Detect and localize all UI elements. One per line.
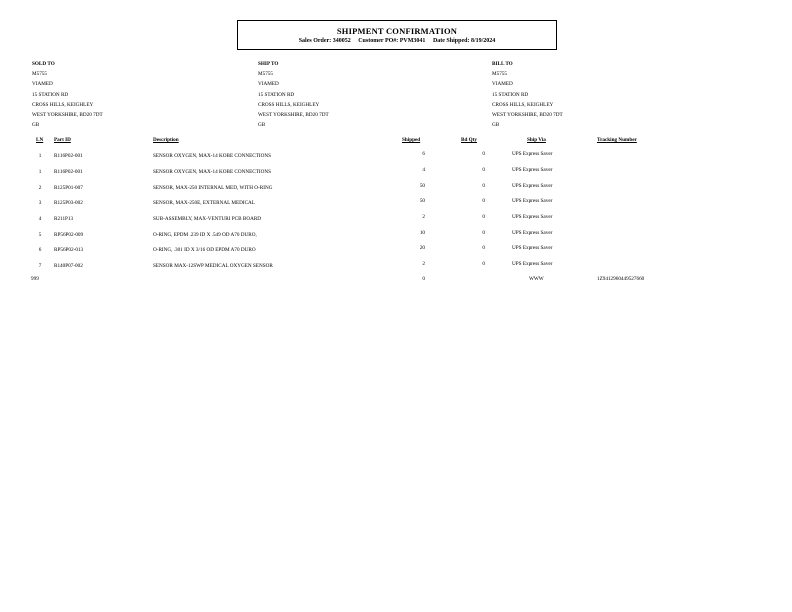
column-header-bo-qty: Bd Qty (461, 137, 477, 143)
column-header-tracking: Tracking Number (597, 137, 637, 143)
bill-to-line: M5755 (492, 71, 507, 78)
row-ship-via: UPS Express Saver (512, 230, 553, 236)
row-description: SENSOR OXYGEN, MAX-14 KOBE CONNECTIONS (153, 169, 272, 175)
row-description: O-RING, .301 ID X 3/16 OD EPDM A70 DURO (153, 247, 256, 253)
table-row (0, 262, 792, 276)
row-shipped: 6 (422, 151, 425, 157)
sold-to-line: CROSS HILLS, KEIGHLEY (32, 101, 94, 108)
document-title: SHIPMENT CONFIRMATION (336, 26, 458, 36)
footer-shipped: 0 (422, 276, 425, 282)
column-header-ln: LN (36, 137, 44, 143)
ship-to-block (258, 59, 329, 130)
sold-to-heading: SOLD TO (32, 61, 55, 67)
sold-to-block (32, 59, 103, 130)
table-row (0, 168, 792, 182)
bill-to-line: CROSS HILLS, KEIGHLEY (492, 101, 554, 108)
row-shipped: 50 (419, 198, 425, 204)
row-shipped: 2 (422, 261, 425, 267)
column-header-ship-via: Ship Via (527, 137, 546, 143)
ship-to-line: WEST YORKSHIRE, BD20 7DT (258, 111, 329, 118)
footer-code: 999 (31, 276, 39, 282)
date-shipped: Date Shipped: 8/19/2024 (432, 38, 496, 44)
bill-to-heading: BILL TO (492, 61, 513, 67)
row-shipped: 2 (422, 214, 425, 220)
column-header-part-id: Part ID (54, 137, 71, 143)
ship-to-line: 15 STATION RD (258, 91, 295, 98)
bill-to-line: VIAMED (492, 81, 513, 88)
bill-to-block (492, 59, 563, 130)
row-description: SENSOR MAX-12SWP MEDICAL OXYGEN SENSOR (153, 263, 273, 269)
row-bo-qty: 0 (482, 214, 485, 220)
row-part-id: R140P07-002 (54, 263, 83, 269)
row-ship-via: UPS Express Saver (512, 245, 553, 251)
table-row (0, 215, 792, 229)
row-part-id: R125P01-007 (54, 185, 83, 191)
bill-to-line: GB (492, 122, 500, 129)
row-ship-via: UPS Express Saver (512, 261, 553, 267)
row-ln: 4 (38, 216, 42, 222)
footer-ship-via: WWW (529, 276, 544, 282)
column-header-shipped: Shipped (402, 137, 421, 143)
row-description: SENSOR OXYGEN, MAX-14 KOBE CONNECTIONS (153, 153, 272, 159)
ship-to-line: CROSS HILLS, KEIGHLEY (258, 101, 320, 108)
row-bo-qty: 0 (482, 167, 485, 173)
row-ship-via: UPS Express Saver (512, 198, 553, 204)
row-part-id: R116P02-001 (54, 153, 83, 159)
table-row (0, 246, 792, 260)
row-shipped: 20 (419, 245, 425, 251)
ship-to-heading: SHIP TO (258, 61, 279, 67)
row-ln: 5 (38, 232, 42, 238)
table-row (0, 231, 792, 245)
ship-to-line: M5755 (258, 71, 273, 78)
table-row (0, 152, 792, 166)
row-bo-qty: 0 (482, 261, 485, 267)
ship-to-line: GB (258, 122, 266, 129)
table-row (0, 184, 792, 198)
row-ln: 7 (38, 263, 42, 269)
header-details (238, 38, 556, 44)
row-part-id: RP56P02-013 (54, 247, 84, 253)
row-shipped: 4 (422, 167, 425, 173)
row-ln: 3 (38, 200, 42, 206)
bill-to-line: 15 STATION RD (492, 91, 529, 98)
row-bo-qty: 0 (482, 230, 485, 236)
row-part-id: R116P02-001 (54, 169, 83, 175)
tracking-number: 1Z9412960449527660 (597, 276, 645, 282)
row-ln: 1 (38, 153, 42, 159)
row-description: SENSOR, MAX-250 INTERNAL MED, WITH O-RING (153, 185, 273, 191)
bill-to-line: WEST YORKSHIRE, BD20 7DT (492, 111, 563, 118)
row-part-id: R125P03-002 (54, 200, 83, 206)
sales-order: Sales Order: 340052 (298, 38, 351, 44)
row-ship-via: UPS Express Saver (512, 183, 553, 189)
column-header-description: Description (153, 137, 179, 143)
row-shipped: 50 (419, 183, 425, 189)
row-bo-qty: 0 (482, 151, 485, 157)
row-ship-via: UPS Express Saver (512, 167, 553, 173)
table-row (0, 199, 792, 213)
row-shipped: 10 (419, 230, 425, 236)
row-description: SUB-ASSEMBLY, MAX-VENTURI PCB BOARD (153, 216, 262, 222)
row-description: O-RING, EPDM .239 ID X .549 OD A70 DURO, (153, 232, 257, 238)
sold-to-line: 15 STATION RD (32, 91, 69, 98)
sold-to-line: GB (32, 122, 40, 129)
row-part-id: R211P13 (54, 216, 74, 222)
row-bo-qty: 0 (482, 183, 485, 189)
row-part-id: RP56P02-009 (54, 232, 84, 238)
customer-po: Customer PO#: PVM3041 (358, 38, 426, 44)
header-box (237, 20, 557, 50)
ship-to-line: VIAMED (258, 81, 279, 88)
row-ship-via: UPS Express Saver (512, 151, 553, 157)
row-bo-qty: 0 (482, 245, 485, 251)
sold-to-line: WEST YORKSHIRE, BD20 7DT (32, 111, 103, 118)
row-ship-via: UPS Express Saver (512, 214, 553, 220)
row-description: SENSOR, MAX-250E, EXTERNAL MEDICAL (153, 200, 255, 206)
row-ln: 2 (38, 185, 42, 191)
sold-to-line: M5755 (32, 71, 47, 78)
row-ln: 1 (38, 169, 42, 175)
row-bo-qty: 0 (482, 198, 485, 204)
tracking-row (0, 276, 792, 286)
sold-to-line: VIAMED (32, 81, 53, 88)
row-ln: 6 (38, 247, 42, 253)
